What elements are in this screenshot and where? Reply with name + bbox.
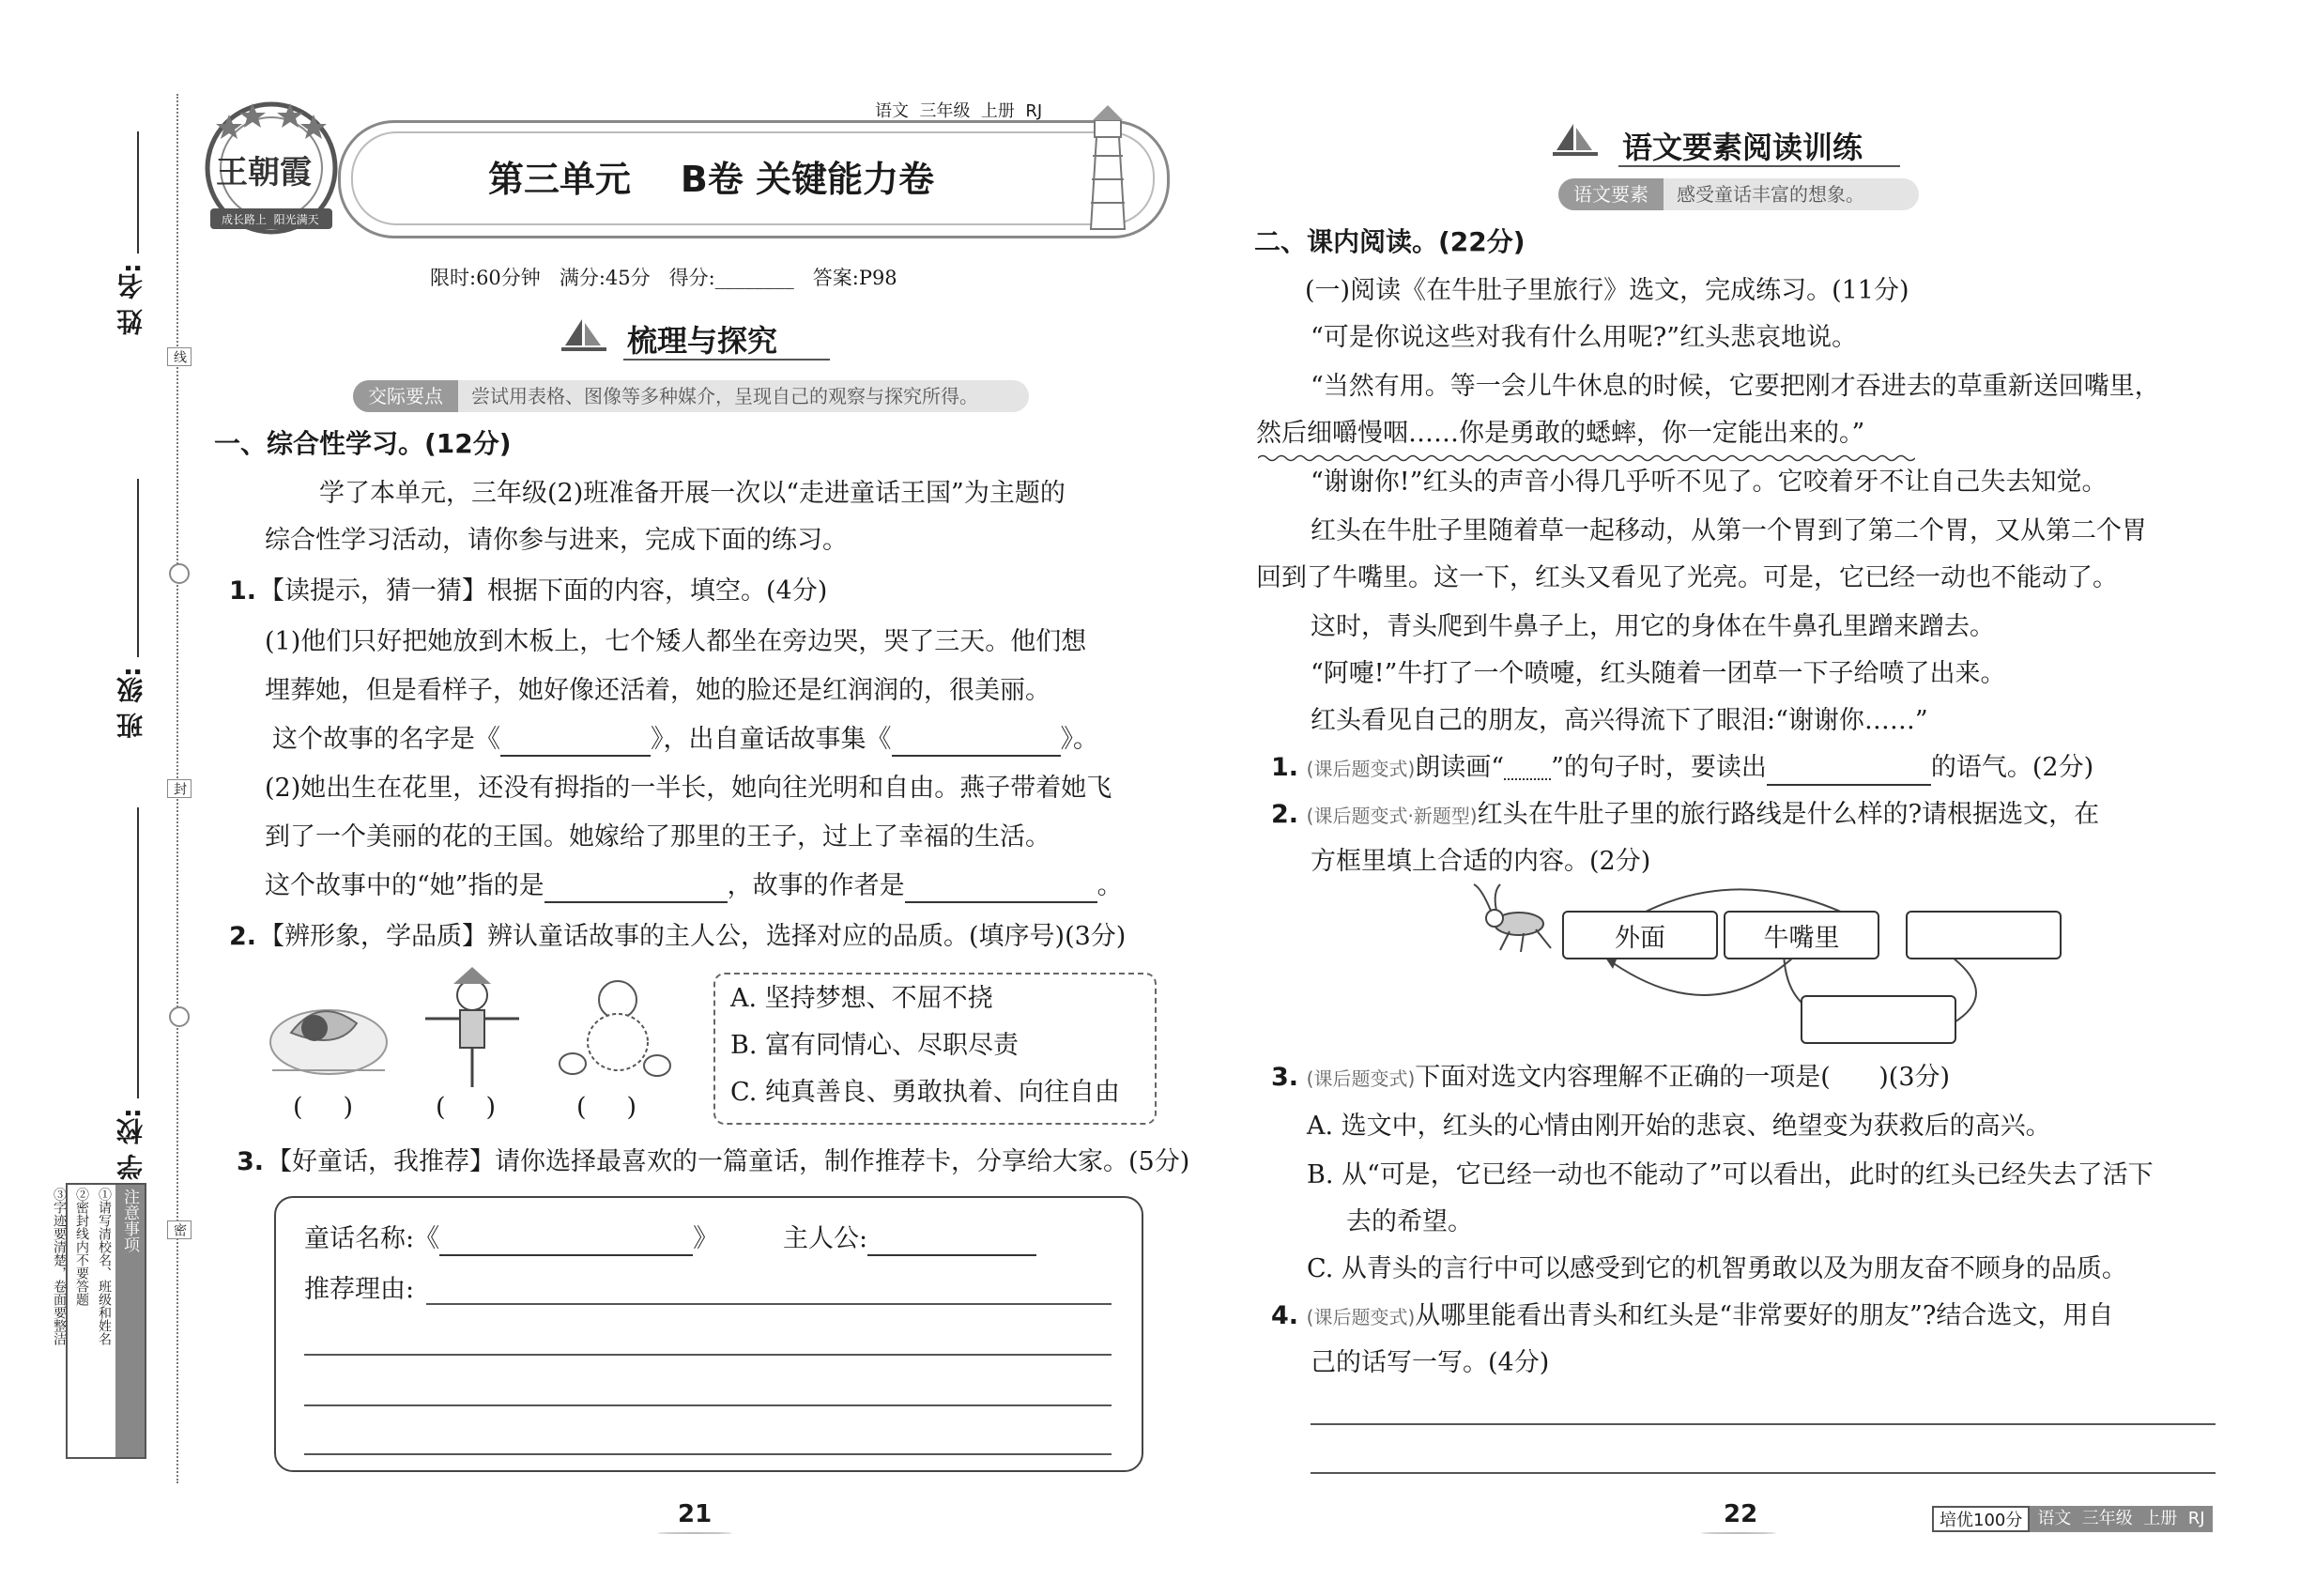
p2-line1: (2)她出生在花里，还没有拇指的一半长，她向往光明和自由。燕子带着她飞: [265, 774, 1112, 803]
r3-text: 下面对选文内容理解不正确的一项是( )(3分): [1415, 1063, 1951, 1092]
r2-number: 2.: [1271, 800, 1299, 829]
notes-title: 注意事项: [115, 1185, 145, 1457]
r2-text: 红头在牛肚子里的旅行路线是什么样的?请根据选文，在: [1477, 800, 2100, 829]
p1-line2: 埋葬她，但是看样子，她好像还活着，她的脸还是红润润的，很美丽。: [265, 676, 1050, 705]
page-number-right: 22: [1724, 1500, 1758, 1528]
r4-row: [1271, 1299, 2113, 1334]
cut-mark-3: 密: [167, 1220, 192, 1239]
circle-mark-1: [169, 563, 190, 584]
tip-text-right: 感受童话丰富的想象。: [1677, 183, 1864, 206]
logo-tagline: 成长路上 阳光满天: [222, 213, 319, 226]
school-label: 学 校:: [115, 1108, 146, 1180]
card-name-blank[interactable]: [439, 1226, 693, 1256]
sailboat-icon-right: [1553, 122, 1598, 163]
name-line: [137, 131, 139, 253]
name-label: 姓 名:: [115, 263, 146, 335]
q1-heading: 一、综合性学习。(12分): [214, 428, 512, 459]
wavy-underline: [1258, 449, 1915, 467]
flow-box-mouth: 牛嘴里: [1724, 911, 1879, 959]
p1-fill-row: [272, 723, 1098, 757]
binding-margin: [52, 94, 197, 1502]
r1-number: 1.: [1271, 753, 1299, 782]
p1-fill-a: 这个故事的名字是《: [272, 725, 500, 754]
paren-2[interactable]: ( ): [436, 1093, 496, 1122]
paren-3[interactable]: ( ): [576, 1093, 636, 1122]
character-picture-1: [263, 976, 394, 1083]
notes-box: [52, 1183, 146, 1459]
sailboat-icon: [561, 317, 606, 359]
r1-text-c: 的语气。(2分): [1930, 753, 2094, 782]
card-line-3[interactable]: [304, 1404, 1112, 1406]
cricket-icon: [1472, 882, 1556, 961]
r3-number: 3.: [1271, 1063, 1299, 1092]
card-line-1[interactable]: [426, 1303, 1112, 1305]
para-1: “可是你说这些对我有什么用呢?”红头悲哀地说。: [1311, 323, 1858, 352]
flow-box-blank-2[interactable]: [1801, 995, 1956, 1044]
para-3: “谢谢你!”红头的声音小得几乎听不见了。它咬着牙不让自己失去知觉。: [1311, 468, 2108, 497]
card-reason-label: 推荐理由:: [304, 1275, 415, 1304]
p1-line1: (1)他们只好把她放到木板上，七个矮人都坐在旁边哭，哭了三天。他们想: [265, 627, 1087, 656]
tip-label-left: 交际要点: [353, 380, 458, 412]
sub2-text: 【辨形象，学品质】辨认童话故事的主人公，选择对应的品质。(填序号)(3分): [259, 922, 1127, 951]
r4-text: 从哪里能看出青头和红头是“非常要好的朋友”?结合选文，用自: [1415, 1301, 2114, 1330]
notes-item-1: ①请写清校名、班级和姓名: [97, 1188, 112, 1345]
page-number-swash-right: [1701, 1532, 1776, 1534]
r1-tag: (课后题变式): [1306, 758, 1416, 780]
p2-fill-a: 这个故事中的“她”指的是: [265, 871, 544, 900]
para-2-line1: “当然有用。等一会儿牛休息的时候，它要把刚才吞进去的草重新送回嘴里，: [1311, 372, 2160, 401]
class-label: 班 级:: [115, 667, 146, 739]
page-title: 第三单元 B卷 关键能力卷: [488, 159, 935, 200]
para-4-line2: 回到了牛嘴里。这一下，红头又看见了光亮。可是，它已经一动也不能动了。: [1256, 563, 2118, 592]
page-number-left: 21: [678, 1500, 713, 1528]
section-title-right: 语文要素阅读训练: [1622, 130, 1863, 165]
para-6: “阿嚏!”牛打了一个喷嚏，红头随着一团草一下子给喷了出来。: [1311, 659, 2006, 688]
r4-tag: (课后题变式): [1306, 1306, 1416, 1328]
r3-tag: (课后题变式): [1306, 1067, 1416, 1090]
tone-blank[interactable]: [1767, 756, 1931, 786]
header-meta: 语文 三年级 上册 RJ: [875, 101, 1043, 121]
tip-label-right: 语文要素: [1558, 178, 1664, 210]
author-blank[interactable]: [905, 873, 1097, 903]
r3-option-a[interactable]: A. 选文中，红头的心情由刚开始的悲哀、绝望变为获救后的高兴。: [1307, 1112, 2051, 1141]
quality-option-c: C. 纯真善良、勇敢执着、向往自由: [730, 1078, 1120, 1107]
para-2-line2: 然后细嚼慢咽……你是勇敢的蟋蟀，你一定能出来的。”: [1256, 419, 1865, 448]
r4-text-2: 己的话写一写。(4分): [1311, 1348, 1550, 1377]
card-line-4[interactable]: [304, 1453, 1112, 1455]
sub3-text: 【好童话，我推荐】请你选择最喜欢的一篇童话，制作推荐卡，分享给大家。(5分): [267, 1147, 1190, 1176]
q1-intro-line2: 综合性学习活动，请你参与进来，完成下面的练习。: [265, 526, 848, 555]
p2-fill-row: [265, 869, 1123, 903]
r3-row: [1271, 1061, 1950, 1096]
sub1-text: 【读提示，猜一猜】根据下面的内容，填空。(4分): [259, 576, 828, 606]
card-hero-row: [783, 1222, 1036, 1256]
r4-number: 4.: [1271, 1301, 1299, 1330]
notes-item-2: ②密封线内不要答题: [74, 1188, 89, 1306]
card-name-label: 童话名称:《: [304, 1224, 440, 1253]
para-7: 红头看见自己的朋友，高兴得流下了眼泪:“谢谢你……”: [1311, 706, 1928, 735]
character-picture-2: [421, 967, 524, 1093]
q2-heading: 二、课内阅读。(22分): [1254, 226, 1526, 257]
quality-option-b: B. 富有同情心、尽职尽责: [730, 1031, 1020, 1060]
q1-intro-line1: 学了本单元，三年级(2)班准备开展一次以“走进童话王国”为主题的: [319, 479, 1066, 508]
school-line: [137, 807, 139, 1098]
card-hero-label: 主人公:: [783, 1224, 868, 1253]
sub3-number: 3.: [237, 1147, 265, 1176]
r2-tag: (课后题变式·新题型): [1306, 805, 1478, 827]
recommend-card: [274, 1196, 1143, 1472]
r3-option-b-line2: 去的希望。: [1346, 1207, 1473, 1236]
sub2-number: 2.: [229, 922, 257, 951]
p2-fill-c: 。: [1096, 871, 1123, 900]
wavy-sample: [1504, 758, 1551, 780]
p2-fill-b: ，故事的作者是: [727, 871, 905, 900]
r1-text-a: 朗读画“: [1415, 753, 1505, 782]
tip-bar-right: [1558, 178, 1919, 210]
passage-intro: (一)阅读《在牛肚子里旅行》选文，完成练习。(11分): [1305, 276, 1909, 305]
r2-row: [1271, 798, 2099, 833]
lighthouse-icon: [1080, 100, 1136, 235]
quality-option-a: A. 坚持梦想、不屈不挠: [730, 984, 993, 1013]
footer-meta: 语文 三年级 上册 RJ: [2030, 1506, 2212, 1532]
section-underline-right: [1618, 165, 1900, 167]
footer-brand-strip: [1932, 1506, 2213, 1532]
notes-item-3: ③字迹要清楚，卷面要整洁: [52, 1188, 67, 1345]
cut-mark-2: 封: [167, 779, 192, 798]
p1-fill-c: 》。: [1060, 725, 1098, 754]
r2-text-2: 方框里填上合适的内容。(2分): [1311, 847, 1651, 876]
section-title-left: 梳理与探究: [627, 323, 778, 359]
card-line-2[interactable]: [304, 1354, 1112, 1356]
r1-text-b: ”的句子时，要读出: [1551, 753, 1767, 782]
answer-line-1[interactable]: [1311, 1423, 2216, 1425]
logo-name: 王朝霞: [216, 154, 312, 192]
para-4-line1: 红头在牛肚子里随着草一起移动，从第一个胃到了第二个胃，又从第二个胃: [1311, 516, 2147, 545]
answer-line-2[interactable]: [1311, 1472, 2216, 1474]
cut-mark-1: 线: [167, 347, 192, 366]
p2-line2: 到了一个美丽的花的王国。她嫁给了那里的王子，过上了幸福的生活。: [265, 822, 1050, 852]
flow-box-blank-1[interactable]: [1906, 911, 2062, 959]
card-hero-blank[interactable]: [867, 1226, 1036, 1256]
paren-1[interactable]: ( ): [293, 1093, 353, 1122]
exam-info: 限时:60分钟 满分:45分 得分:________ 答案:P98: [430, 267, 897, 289]
flow-box-outside: 外面: [1562, 911, 1718, 959]
section-underline-left: [623, 359, 830, 361]
para-5: 这时，青头爬到牛鼻子上，用它的身体在牛鼻孔里蹭来蹭去。: [1311, 612, 1995, 641]
p1-fill-b: 》，出自童话故事集《: [651, 725, 892, 754]
quality-options-box: [713, 973, 1157, 1125]
r3-option-c[interactable]: C. 从青头的言行中可以感受到它的机智勇敢以及为朋友奋不顾身的品质。: [1307, 1254, 2127, 1283]
tip-bar-left: [353, 380, 1029, 412]
card-name-close: 》: [693, 1224, 719, 1253]
tip-text-left: 尝试用表格、图像等多种媒介，呈现自己的观察与探究所得。: [471, 385, 978, 407]
brand-logo: [201, 98, 342, 238]
class-line: [137, 479, 139, 657]
card-name-row: [304, 1222, 718, 1256]
footer-brand: 培优100分: [1932, 1506, 2030, 1532]
r3-option-b-line1[interactable]: B. 从“可是，它已经一动也不能动了”可以看出，此时的红头已经失去了活下: [1307, 1160, 2154, 1189]
collection-name-blank[interactable]: [892, 727, 1061, 757]
story-name-blank[interactable]: [500, 727, 651, 757]
r1-row: [1271, 751, 2093, 786]
she-is-blank[interactable]: [544, 873, 728, 903]
sub1-number: 1.: [229, 576, 257, 606]
circle-mark-2: [169, 1006, 190, 1027]
page-number-swash-left: [657, 1532, 732, 1534]
character-picture-3: [554, 972, 676, 1088]
